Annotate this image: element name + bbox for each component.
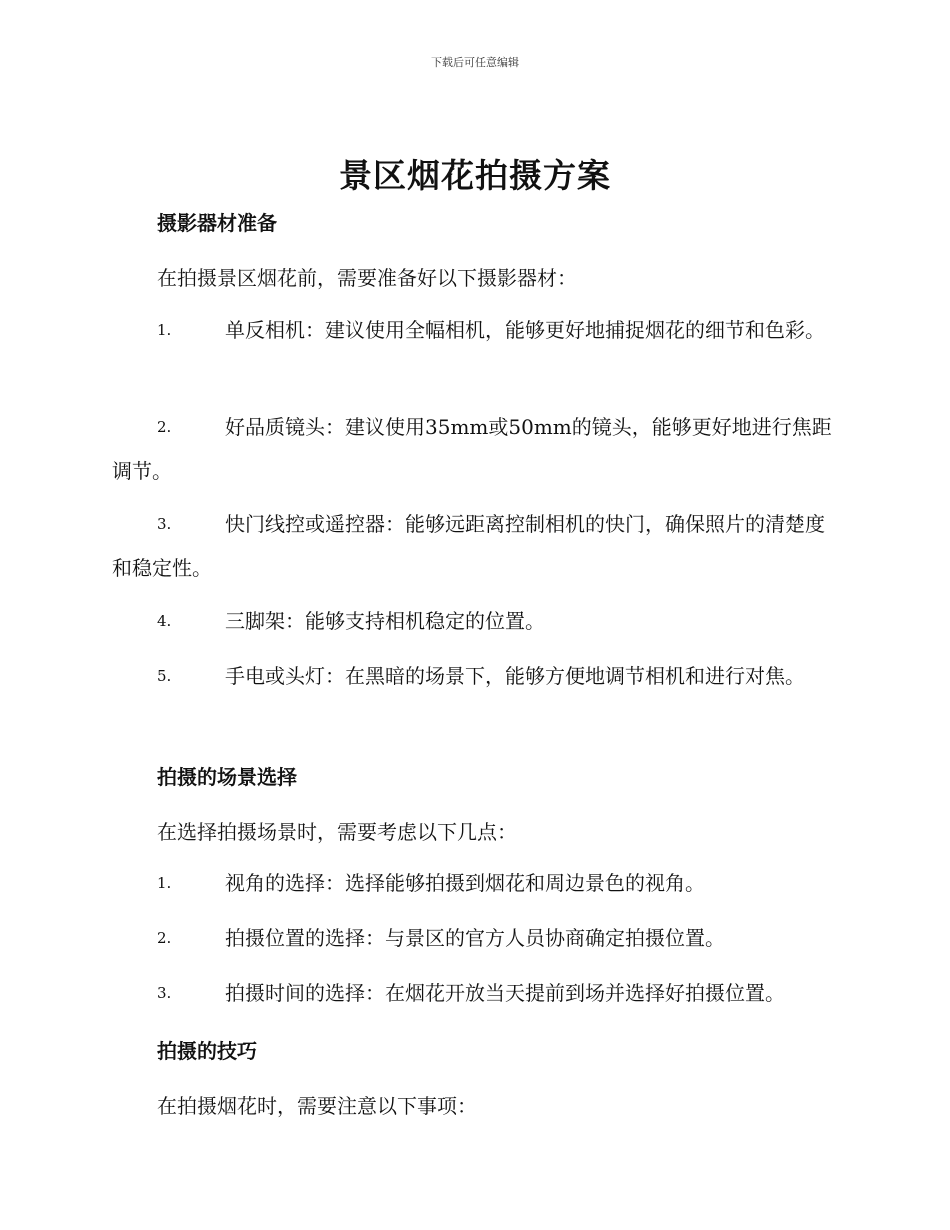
list-item-text: 快门线控或遥控器：能够远距离控制相机的快门，确保照片的清楚度和稳定性。 — [112, 512, 825, 580]
section-heading-technique: 拍摄的技巧 — [157, 1039, 257, 1063]
header-note: 下载后可任意编辑 — [431, 56, 519, 69]
list-item-number: 5. — [157, 667, 172, 685]
section-intro-technique: 在拍摄烟花时，需要注意以下事项： — [157, 1094, 477, 1118]
list-item-text: 三脚架：能够支持相机稳定的位置。 — [225, 609, 545, 633]
section-heading-equipment: 摄影器材准备 — [157, 211, 277, 235]
list-item-number: 3. — [157, 984, 172, 1002]
list-item-number: 3. — [157, 515, 172, 533]
list-item-text: 视角的选择：选择能够拍摄到烟花和周边景色的视角。 — [225, 871, 705, 895]
list-item — [112, 502, 842, 590]
list-item — [112, 405, 842, 493]
list-item-number: 1. — [157, 321, 172, 339]
list-item-number: 2. — [157, 418, 172, 436]
list-item — [112, 861, 842, 905]
list-item — [112, 971, 842, 1015]
list-item-number: 4. — [157, 612, 172, 630]
list-item-number: 2. — [157, 929, 172, 947]
list-item-text: 拍摄位置的选择：与景区的官方人员协商确定拍摄位置。 — [225, 926, 725, 950]
section-heading-scene: 拍摄的场景选择 — [157, 765, 297, 789]
list-item — [112, 599, 842, 643]
list-item-text: 手电或头灯：在黑暗的场景下，能够方便地调节相机和进行对焦。 — [225, 664, 805, 688]
section-intro-scene: 在选择拍摄场景时，需要考虑以下几点： — [157, 820, 517, 844]
list-item-number: 1. — [157, 874, 172, 892]
list-item — [112, 308, 842, 352]
list-item — [112, 916, 842, 960]
list-item-text: 好品质镜头：建议使用35mm或50mm的镜头，能够更好地进行焦距调节。 — [112, 415, 832, 483]
section-intro-equipment: 在拍摄景区烟花前，需要准备好以下摄影器材： — [157, 266, 577, 290]
list-item-text: 拍摄时间的选择：在烟花开放当天提前到场并选择好拍摄位置。 — [225, 981, 785, 1005]
list-item-text: 单反相机：建议使用全幅相机，能够更好地捕捉烟花的细节和色彩。 — [225, 318, 825, 342]
list-item — [112, 654, 842, 698]
document-title: 景区烟花拍摄方案 — [339, 156, 611, 195]
